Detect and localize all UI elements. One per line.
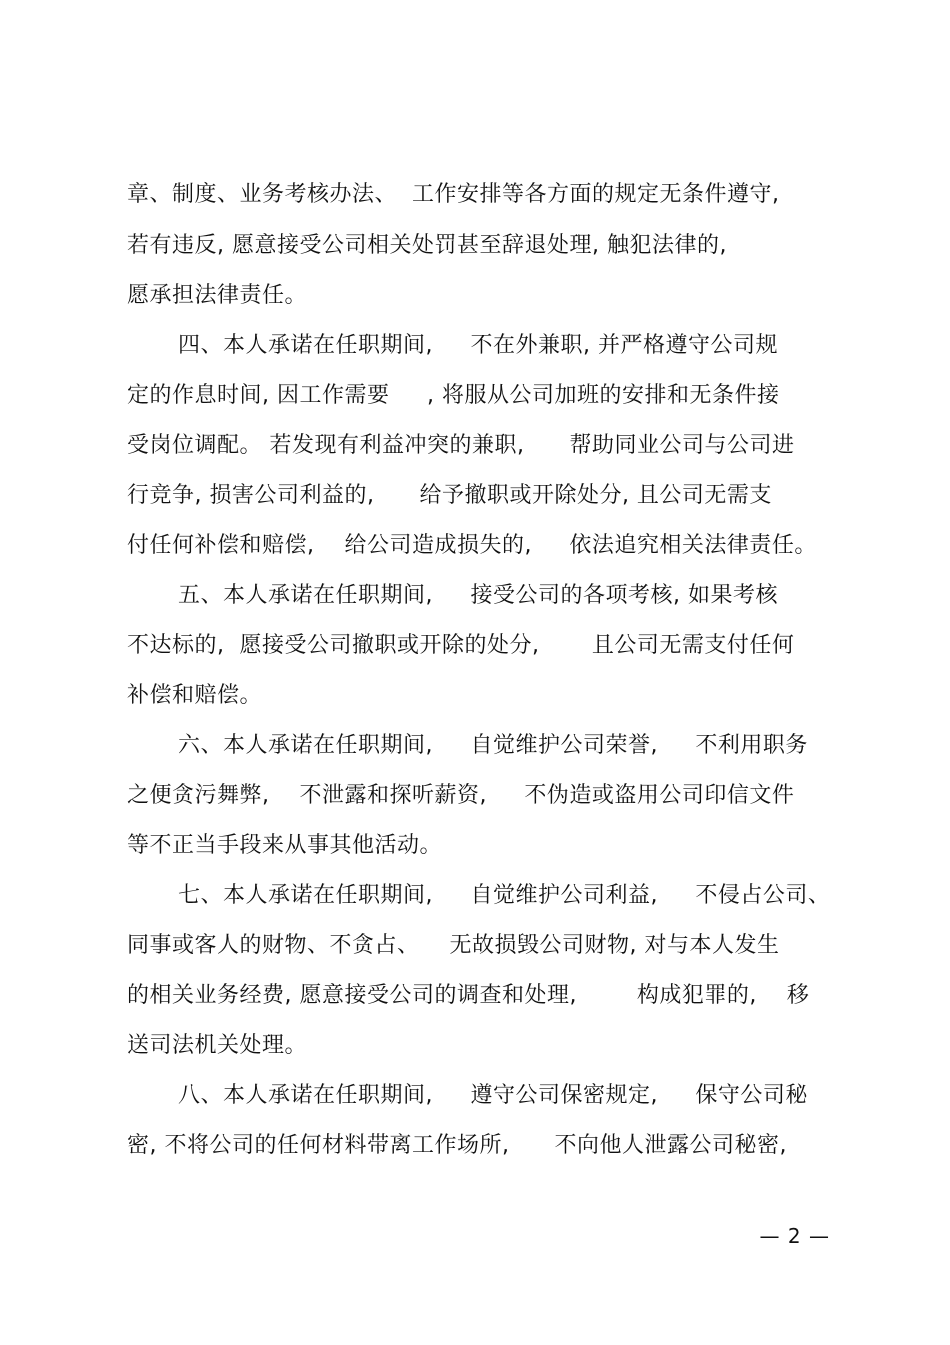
text-line: 七、本人承诺在任职期间, 自觉维护公司利益, 不侵占公司、 [178, 883, 831, 908]
text-line: 六、本人承诺在任职期间, 自觉维护公司荣誉, 不利用职务 [178, 733, 808, 758]
text-line: 章、制度、业务考核办法、 工作安排等各方面的规定无条件遵守, [127, 182, 780, 207]
text-line: 等不正当手段来从事其他活动。 [127, 833, 443, 858]
text-line: 付任何补偿和赔偿, 给公司造成损失的, 依法追究相关法律责任。 [127, 533, 817, 558]
text-line: 行竞争, 损害公司利益的, 给予撤职或开除处分, 且公司无需支 [127, 483, 772, 508]
text-line: 密, 不将公司的任何材料带离工作场所, 不向他人泄露公司秘密, [127, 1133, 787, 1158]
text-line: 补偿和赔偿。 [127, 683, 263, 708]
text-line: 五、本人承诺在任职期间, 接受公司的各项考核, 如果考核 [178, 583, 778, 608]
text-line: 不达标的, 愿接受公司撤职或开除的处分, 且公司无需支付任何 [127, 633, 795, 658]
text-line: 定的作息时间, 因工作需要 , 将服从公司加班的安排和无条件接 [127, 383, 780, 408]
page-number: — 2 — [759, 1224, 830, 1248]
text-line: 若有违反, 愿意接受公司相关处罚甚至辞退处理, 触犯法律的, [127, 233, 727, 258]
text-line: 受岗位调配。 若发现有利益冲突的兼职, 帮助同业公司与公司进 [127, 433, 795, 458]
text-line: 八、本人承诺在任职期间, 遵守公司保密规定, 保守公司秘 [178, 1083, 808, 1108]
text-line: 的相关业务经费, 愿意接受公司的调查和处理, 构成犯罪的, 移 [127, 983, 810, 1008]
text-line: 同事或客人的财物、不贪占、 无故损毁公司财物, 对与本人发生 [127, 933, 780, 958]
text-line: 四、本人承诺在任职期间, 不在外兼职, 并严格遵守公司规 [178, 333, 778, 358]
text-line: 之便贪污舞弊, 不泄露和探听薪资, 不伪造或盗用公司印信文件 [127, 783, 795, 808]
text-line: 愿承担法律责任。 [127, 283, 308, 308]
text-line: 送司法机关处理。 [127, 1033, 308, 1058]
